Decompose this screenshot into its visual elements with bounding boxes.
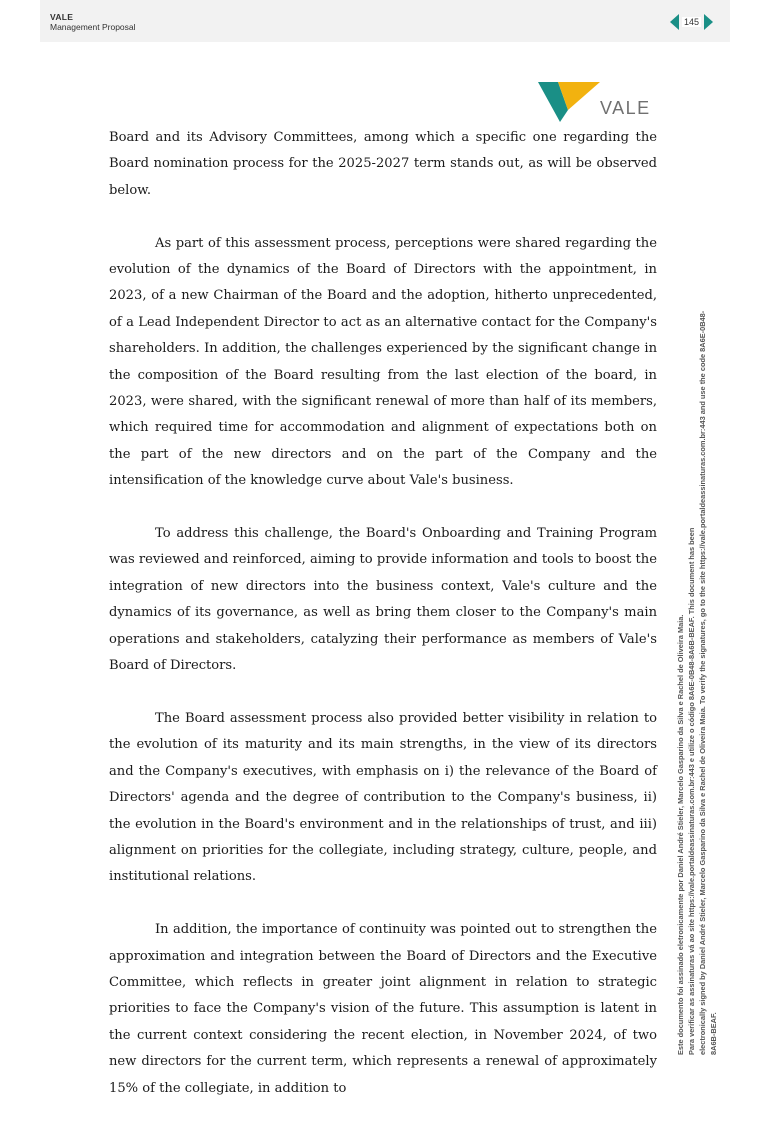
signature-line: electronically signed by Daniel André Stieler, Marcelo Gasparino da Silva e Rachel de Oliveira Maia. To verify the signatures, go to the site https://vale.portaldeassinaturas.com.br:443 and use the code 8A6E-0B48- <box>698 310 707 1055</box>
page-number: 145 <box>684 17 700 27</box>
page-navigator <box>670 12 718 32</box>
logo-text: VALE <box>600 98 651 118</box>
paragraph: In addition, the importance of continuity was pointed out to strengthen the approximation and integration between the Board of Directors and the Executive Committee, which reflects in greater joint alignment in relation to strategic priorities to face the Company's vision of the future. This assumption is latent in the current context considering the recent election, in November 2024, of two new directors for the current term, which represents a renewal of approximately 15% of the collegiate, in addition to <box>109 922 657 1096</box>
paragraph: The Board assessment process also provided better visibility in relation to the evolution of its maturity and its main strengths, in the view of its directors and the Company's executives, with emphasis on i) the relevance of the Board of Directors' agenda and the degree of contribution to the Company's business, ii) the evolution in the Board's environment and in the relationships of trust, and iii) alignment on priorities for the collegiate, including strategy, culture, people, and institutional relations. <box>109 710 657 885</box>
header-company: VALE <box>50 12 74 22</box>
signature-line: 8A6B-BEAF. <box>709 1012 718 1055</box>
header-brand <box>50 12 136 32</box>
paragraph: Board and its Advisory Committees, among which a specific one regarding the Board nomination process for the 2025-2027 term stands out, as will be observed below. <box>109 130 657 198</box>
header-subtitle: Management Proposal <box>50 22 136 32</box>
document-body <box>109 125 657 1128</box>
previous-page-icon[interactable] <box>670 14 679 30</box>
signature-line: Este documento foi assinado eletronicamente por Daniel André Stieler, Marcelo Gasparino da Silva e Rachel de Oliveira Maia. <box>676 614 685 1055</box>
paragraph: As part of this assessment process, perceptions were shared regarding the evolution of the dynamics of the Board of Directors with the appointment, in 2023, of a new Chairman of the Board and the adoption, hitherto unprecedented, of a Lead Independent Director to act as an alternative contact for the Company's shareholders. In addition, the challenges experienced by the significant change in the composition of the Board resulting from the last election of the board, in 2023, were shared, with the significant renewal of more than half of its members, which required time for accommodation and alignment of expectations both on the part of the new directors and on the part of the Company and the intensification of the knowledge curve about Vale's business. <box>109 235 657 489</box>
next-page-icon[interactable] <box>704 14 713 30</box>
paragraph: To address this challenge, the Board's Onboarding and Training Program was reviewed and reinforced, aiming to provide information and tools to boost the integration of new directors into the business context, Vale's culture and the dynamics of its governance, as well as bring them closer to the Company's main operations and stakeholders, catalyzing their performance as members of Vale's Board of Directors. <box>109 526 657 674</box>
signature-notice <box>675 75 719 1055</box>
signature-line: Para verificar as assinaturas vá ao site https://vale.portaldeassinaturas.com.br:443 e utilize o código 8A6E-0B48-8A6B-BEAF. This document has been <box>687 527 696 1055</box>
header-bar <box>40 0 730 42</box>
